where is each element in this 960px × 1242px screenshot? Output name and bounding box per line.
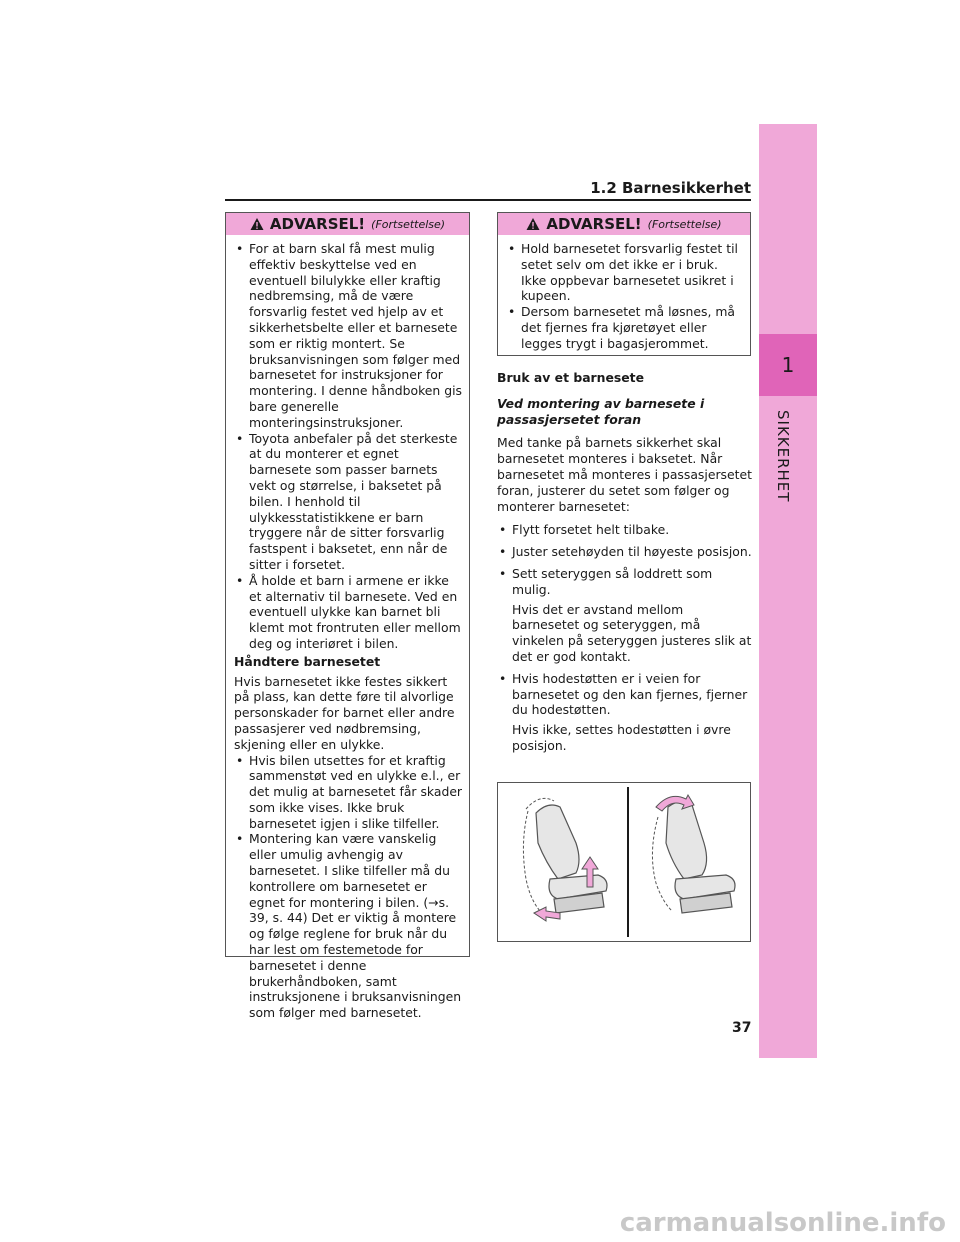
warning-bullets	[234, 241, 463, 652]
intro-paragraph: Med tanke på barnets sikkerhet skal barnesetet monteres i baksetet. Når barnesetet må monteres i passasjersetet foran, justerer du setet som følger og monterer barnesetet:	[497, 435, 752, 514]
warning-box-left	[225, 212, 470, 1021]
section-header: 1.2 Barnesikkerhet	[590, 179, 751, 197]
warning-continued: (Fortsettelse)	[647, 217, 722, 231]
step-item	[497, 566, 752, 665]
main-content	[497, 370, 752, 760]
section-subheading: Ved montering av barnesete i passasjersetet foran	[497, 395, 705, 427]
chapter-number-box	[759, 334, 817, 396]
warning-continued: (Fortsettelse)	[371, 217, 446, 231]
seat-adjustment-illustration	[497, 782, 751, 942]
warning-paragraph: Hvis barnesetet ikke festes sikkert på plass, kan dette føre til alvorlige personskader for barnet eller andre passasjerer ved nødbremsing, skjening eller en ulykke.	[234, 673, 455, 752]
warning-header	[498, 213, 750, 235]
seat-right-graphic	[666, 801, 735, 913]
watermark: carmanualsonline.info	[619, 1208, 946, 1238]
warning-body	[498, 235, 750, 358]
step-note: Hvis ikke, settes hodestøtten i øvre posisjon.	[512, 722, 731, 753]
warning-bullet: • Toyota anbefaler på det sterkeste at du monterer et egnet barnesete som passer barnets vekt og størrelse, i baksetet på bilen. I henhold til ulykkesstatistikkene er barn tryggere når de sitter forsvarlig fastspent i baksetet, enn når de sitter i forsetet.	[234, 431, 463, 573]
warning-triangle-icon	[250, 217, 264, 231]
warning-bullet: • Dersom barnesetet må løsnes, må det fjernes fra kjøretøyet eller legges trygt i bagasjerommet.	[506, 304, 744, 351]
warning-bullet: • Hold barnesetet forsvarlig festet til setet selv om det ikke er i bruk. Ikke oppbevar barnesetet usikret i kupeen.	[506, 241, 744, 304]
section-heading: Bruk av et barnesete	[497, 370, 644, 385]
step-text: Juster setehøyden til høyeste posisjon.	[512, 544, 752, 560]
chapter-side-tab	[759, 124, 817, 1058]
step-item	[497, 522, 752, 538]
warning-title: ADVARSEL!	[269, 215, 366, 233]
chapter-label: SIKKERHET	[774, 410, 792, 503]
step-text: Hvis hodestøtten er i veien for barnesetet og den kan fjernes, fjerner du hodestøtten.	[512, 670, 748, 718]
page-number: 37	[732, 1020, 752, 1036]
step-note: Hvis det er avstand mellom barnesetet og seteryggen, må vinkelen på seteryggen justeres slik at det er god kontakt.	[512, 601, 752, 664]
seat-left-graphic	[536, 805, 607, 913]
warning-bullets	[234, 753, 463, 1022]
warning-bullets	[506, 241, 744, 352]
warning-box-right	[497, 212, 751, 356]
warning-bullet: • For at barn skal få mest mulig effektiv beskyttelse ved en eventuell bilulykke eller kraftig nedbremsing, må de være forsvarlig festet ved hjelp av et sikkerhetsbelte eller et barnesete som er riktig montert. Se bruksanvisningen som følger med barnesetet for instruksjoner for montering. I denne håndboken gis bare generelle monteringsinstruksjoner.	[234, 241, 463, 431]
step-text: Flytt forsetet helt tilbake.	[512, 522, 670, 538]
warning-bullet: • Hvis bilen utsettes for et kraftig sammenstøt ved en ulykke e.l., er det mulig at barnesetet får skader som ikke vises. Ikke bruk barnesetet igjen i slike tilfeller.	[234, 753, 463, 832]
step-list	[497, 522, 752, 753]
warning-header	[226, 213, 469, 235]
step-item	[497, 671, 752, 754]
header-rule	[225, 199, 751, 201]
step-item	[497, 544, 752, 560]
warning-title: ADVARSEL!	[546, 215, 642, 233]
warning-bullet: • Montering kan være vanskelig eller umulig avhengig av barnesetet. I slike tilfeller må du kontrollere om barnesetet er egnet for montering i bilen. (→s. 39, s. 44) Det er viktig å montere og følge reglene for bruk når du har lest om festemetode for barnesetet i denne brukerhåndboken, samt instruksjonene i bruksanvisningen som følger med barnesetet.	[234, 831, 463, 1021]
warning-body	[226, 235, 469, 1027]
warning-triangle-icon	[526, 217, 540, 231]
warning-bullet: • Å holde et barn i armene er ikke et alternativ til barnesete. Ved en eventuell ulykke kan barnet bli klemt mot frontruten eller mellom deg og interiøret i bilen.	[234, 573, 463, 652]
step-text: Sett seteryggen så loddrett som mulig.	[512, 565, 713, 597]
seat-illustration-svg	[498, 783, 750, 941]
chapter-number: 1	[781, 353, 795, 377]
warning-subheading: Håndtere barnesetet	[234, 653, 381, 669]
